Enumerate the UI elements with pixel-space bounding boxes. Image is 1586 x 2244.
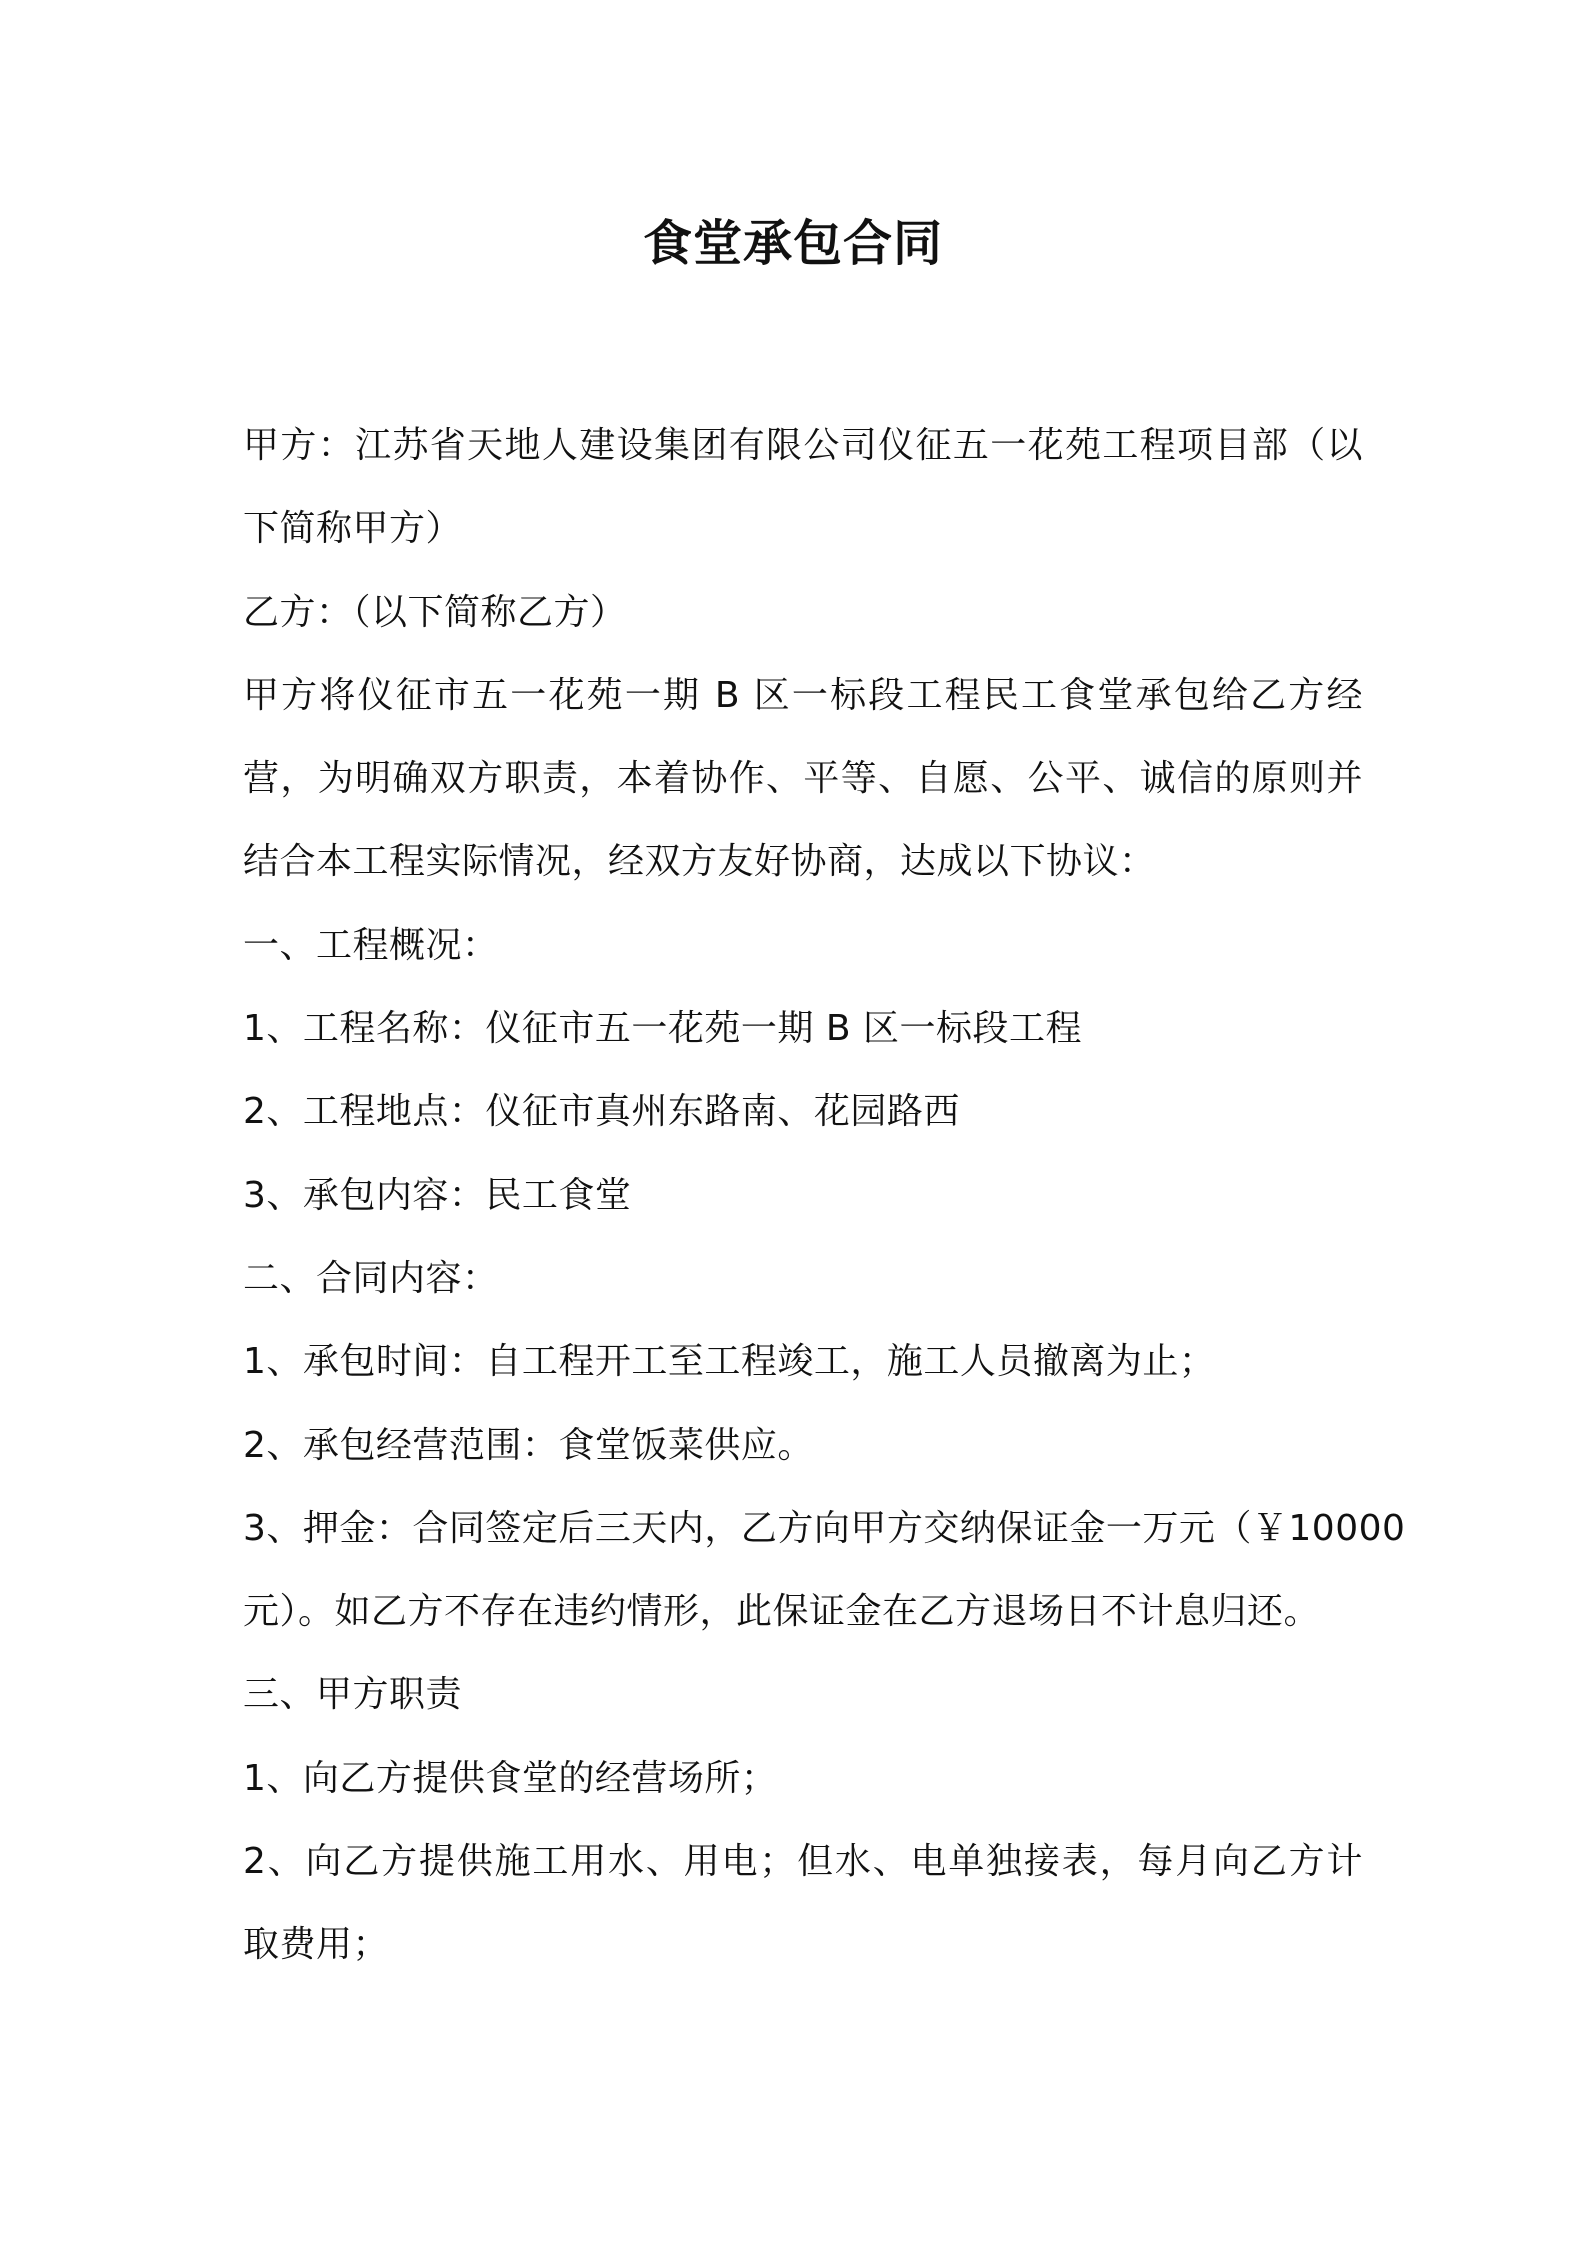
party-a-duty-2-line-2: 取费用； bbox=[243, 1924, 390, 1966]
section-heading-2: 二、合同内容： bbox=[243, 1257, 499, 1299]
project-location-line: 2、工程地点：仪征市真州东路南、花园路西 bbox=[243, 1091, 960, 1133]
section-heading-3: 三、甲方职责 bbox=[243, 1674, 463, 1716]
contract-scope-line: 3、承包内容：民工食堂 bbox=[243, 1174, 632, 1216]
party-b-line: 乙方：（以下简称乙方） bbox=[243, 591, 627, 633]
preamble-line-2: 营，为明确双方职责，本着协作、平等、自愿、公平、诚信的原则并 bbox=[243, 758, 1363, 800]
party-a-line-1: 甲方：江苏省天地人建设集团有限公司仪征五一花苑工程项目部（以 bbox=[243, 425, 1363, 466]
section-heading-1: 一、工程概况： bbox=[243, 924, 499, 966]
contract-period-line: 1、承包时间：自工程开工至工程竣工，施工人员撤离为止； bbox=[243, 1341, 1216, 1383]
preamble-line-1: 甲方将仪征市五一花苑一期 B 区一标段工程民工食堂承包给乙方经 bbox=[243, 674, 1363, 716]
party-a-duty-2-line-1: 2、向乙方提供施工用水、用电；但水、电单独接表，每月向乙方计 bbox=[243, 1841, 1363, 1883]
party-a-duty-1: 1、向乙方提供食堂的经营场所； bbox=[243, 1757, 778, 1799]
document-title: 食堂承包合同 bbox=[642, 215, 943, 272]
project-name-line: 1、工程名称：仪征市五一花苑一期 B 区一标段工程 bbox=[243, 1008, 1082, 1050]
business-scope-line: 2、承包经营范围：食堂饭菜供应。 bbox=[243, 1424, 814, 1466]
preamble-line-3: 结合本工程实际情况，经双方友好协商，达成以下协议： bbox=[243, 841, 1156, 883]
deposit-line-1: 3、押金：合同签定后三天内，乙方向甲方交纳保证金一万元（￥10000 bbox=[243, 1507, 1406, 1549]
party-a-line-2: 下简称甲方） bbox=[243, 508, 463, 550]
deposit-line-2: 元）。如乙方不存在违约情形，此保证金在乙方退场日不计息归还。 bbox=[243, 1591, 1321, 1633]
contract-body bbox=[243, 404, 1406, 1987]
